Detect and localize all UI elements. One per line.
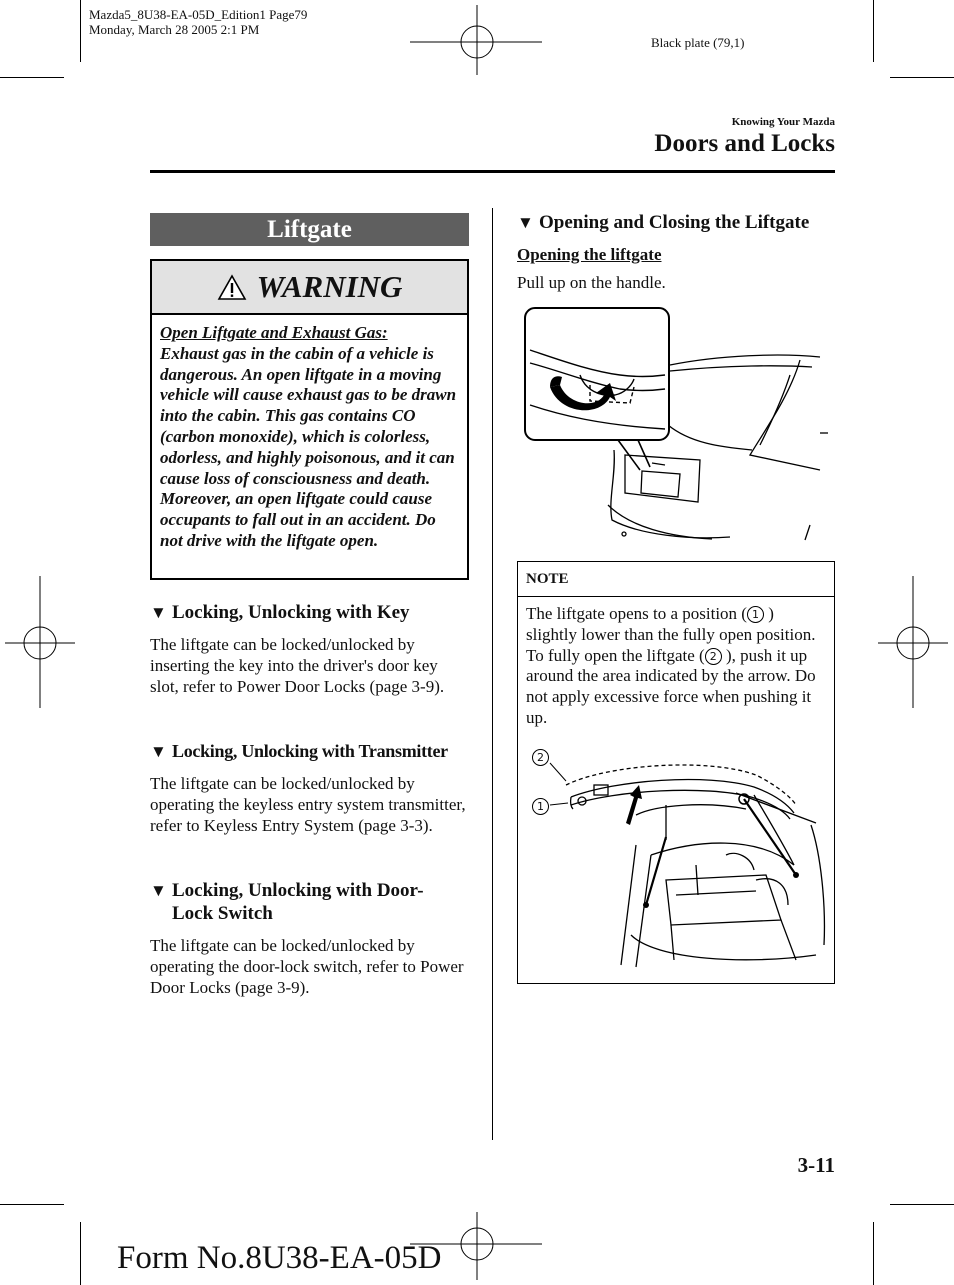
warning-triangle-icon: [217, 274, 247, 301]
triangle-marker-icon: ▼: [150, 742, 167, 761]
warning-text: Exhaust gas in the cabin of a vehicle is dangerous. An open liftgate in a moving vehicle will cause exhaust gas to be drawn into the cabin. This gas contains CO (carbon monoxide), which is colorless, odorless, and highly poisonous, and it can cause loss of consciousness and death. Moreover, an open liftgate could cause occupants to fall out in an accident. Do not drive with the liftgate open.: [160, 343, 457, 550]
registration-mark-top: [410, 5, 542, 75]
callout-2-marker: 2: [705, 648, 722, 665]
note-text: The liftgate opens to a position ( 1 ) slightly lower than the fully open position. To fully open the liftgate ( 2 ), push it up around the area indicated by the arrow. Do not apply excessive force when pushing it up.: [526, 604, 816, 727]
registration-mark-left: [5, 576, 75, 708]
subsection-heading-transmitter: ▼ Locking, Unlocking with Transmitter: [150, 741, 448, 761]
section-title-liftgate: Liftgate: [150, 213, 469, 246]
chapter-title: Doors and Locks: [654, 130, 835, 157]
warning-body: [152, 315, 467, 552]
liftgate-handle-illustration: [520, 305, 830, 545]
warning-label: WARNING: [256, 269, 403, 304]
warning-lead: Open Liftgate and Exhaust Gas:: [160, 323, 388, 342]
warning-box: [150, 259, 469, 580]
subsection-text-transmitter: The liftgate can be locked/unlocked by operating the keyless entry system transmitter, refer to Keyless Entry System (page 3-3).: [150, 774, 466, 835]
print-date-line: Monday, March 28 2005 2:1 PM: [89, 22, 260, 37]
callout-1-marker: 1: [747, 606, 764, 623]
print-file-line: Mazda5_8U38-EA-05D_Edition1 Page79: [89, 7, 308, 22]
warning-header: [152, 261, 467, 315]
subsection-heading-door-lock: ▼ Locking, Unlocking with Door-Lock Switch: [150, 880, 424, 924]
subsection-text-door-lock: The liftgate can be locked/unlocked by operating the door-lock switch, refer to Power Door Locks (page 3-9).: [150, 936, 464, 997]
header-rule: [150, 170, 835, 173]
form-number: Form No.8U38-EA-05D: [117, 1240, 442, 1276]
registration-mark-right: [878, 576, 948, 708]
callout-1-label: 1: [532, 798, 549, 815]
subsection-text-key: The liftgate can be locked/unlocked by inserting the key into the driver's door key slot, refer to Power Door Locks (page 3-9).: [150, 635, 445, 696]
triangle-marker-icon: ▼: [150, 881, 167, 900]
subheading-opening-liftgate: Opening the liftgate: [517, 245, 662, 264]
callout-2-label: 2: [532, 749, 549, 766]
column-divider: [492, 208, 493, 1140]
triangle-marker-icon: ▼: [150, 603, 167, 622]
plate-label: Black plate (79,1): [651, 35, 745, 50]
page-number: 3-11: [797, 1153, 835, 1177]
instruction-pull-handle: Pull up on the handle.: [517, 273, 666, 292]
subsection-heading-key: ▼ Locking, Unlocking with Key: [150, 602, 410, 623]
triangle-marker-icon: ▼: [517, 213, 534, 232]
note-box: [517, 561, 835, 984]
open-liftgate-illustration: [526, 745, 826, 970]
note-label: NOTE: [518, 562, 834, 597]
chapter-kicker: Knowing Your Mazda: [731, 116, 835, 128]
heading-opening-closing: ▼ Opening and Closing the Liftgate: [517, 212, 810, 233]
